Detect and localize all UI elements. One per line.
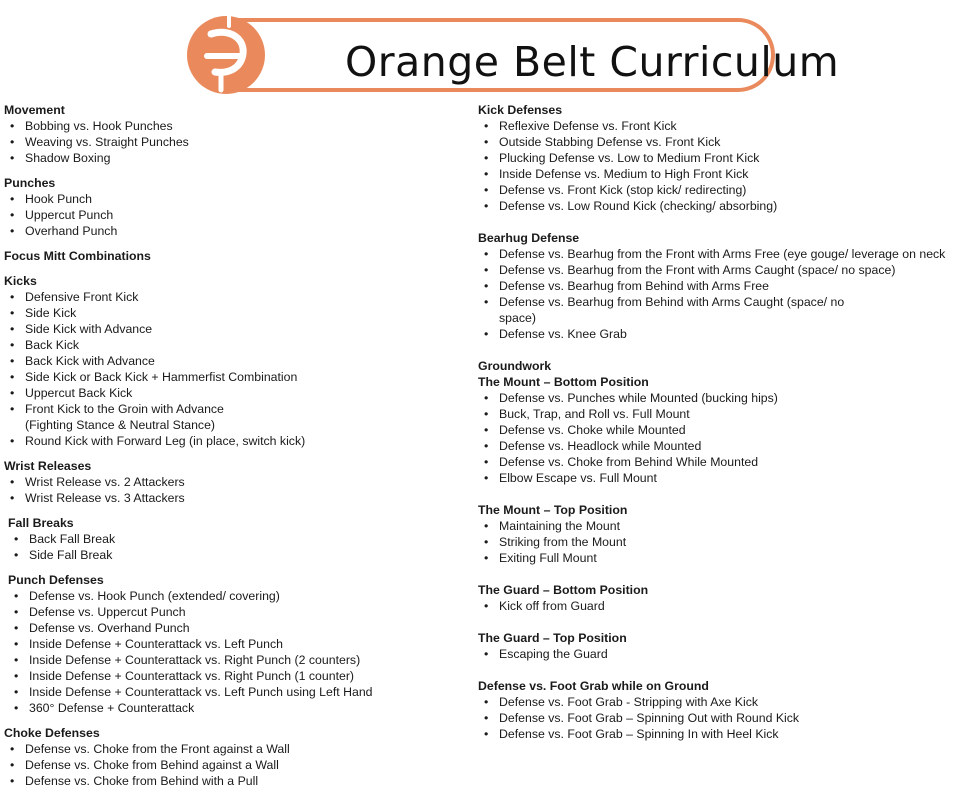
section-heading: Fall Breaks xyxy=(8,516,74,530)
section-focus-mitt xyxy=(4,248,459,264)
section-groundwork xyxy=(478,358,968,374)
list-item: • Uppercut Back Kick xyxy=(4,385,459,401)
section-heading: Choke Defenses xyxy=(4,726,100,740)
list-item-continuation: (Fighting Stance & Neutral Stance) xyxy=(25,418,216,432)
item-list xyxy=(4,289,459,449)
item-list xyxy=(478,694,968,742)
item-list xyxy=(4,118,459,166)
list-item: • Exiting Full Mount xyxy=(478,550,968,566)
section-heading: Focus Mitt Combinations xyxy=(4,249,151,263)
list-item-continuation: space) xyxy=(499,311,536,325)
list-item: • Plucking Defense vs. Low to Medium Front Kick xyxy=(478,150,968,166)
list-item: • Uppercut Punch xyxy=(4,207,459,223)
item-list xyxy=(478,246,968,342)
list-item: • Defense vs. Choke from the Front against a Wall xyxy=(4,741,459,757)
left-column xyxy=(4,102,459,789)
list-item: • Bobbing vs. Hook Punches xyxy=(4,118,459,134)
list-item: • Escaping the Guard xyxy=(478,646,968,662)
list-item: • Wrist Release vs. 3 Attackers xyxy=(4,490,459,506)
title-banner xyxy=(225,18,840,92)
item-list xyxy=(4,741,459,789)
section-heading: The Guard – Bottom Position xyxy=(478,583,649,597)
list-item: • Defense vs. Bearhug from Behind with Arms Free xyxy=(478,278,968,294)
section-guard-top xyxy=(478,630,968,662)
list-item: • Inside Defense + Counterattack vs. Right Punch (1 counter) xyxy=(8,668,459,684)
list-item: • Defense vs. Front Kick (stop kick/ redirecting) xyxy=(478,182,968,198)
section-choke-defenses xyxy=(4,725,459,789)
list-item: • Defense vs. Choke from Behind against a Wall xyxy=(4,757,459,773)
list-item: • Elbow Escape vs. Full Mount xyxy=(478,470,968,486)
list-item: • Defense vs. Overhand Punch xyxy=(8,620,459,636)
list-item: • Back Fall Break xyxy=(8,531,459,547)
list-item xyxy=(4,401,459,433)
list-item: • Shadow Boxing xyxy=(4,150,459,166)
item-list xyxy=(4,474,459,506)
section-kick-defenses xyxy=(478,102,968,214)
list-item-text: Defense vs. Bearhug from Behind with Arms Caught (space/ no xyxy=(499,295,845,309)
list-item: • Back Kick with Advance xyxy=(4,353,459,369)
list-item: • Defense vs. Punches while Mounted (bucking hips) xyxy=(478,390,968,406)
list-item: • Inside Defense + Counterattack vs. Left Punch using Left Hand xyxy=(8,684,459,700)
list-item: • Side Kick with Advance xyxy=(4,321,459,337)
section-mount-top xyxy=(478,502,968,566)
right-column xyxy=(478,102,968,742)
section-heading: Kick Defenses xyxy=(478,103,563,117)
list-item: • Wrist Release vs. 2 Attackers xyxy=(4,474,459,490)
list-item: • Buck, Trap, and Roll vs. Full Mount xyxy=(478,406,968,422)
section-kicks xyxy=(4,273,459,449)
list-item: • 360° Defense + Counterattack xyxy=(8,700,459,716)
section-punches xyxy=(4,175,459,239)
list-item: • Side Kick or Back Kick + Hammerfist Combination xyxy=(4,369,459,385)
list-item: • Maintaining the Mount xyxy=(478,518,968,534)
list-item: • Back Kick xyxy=(4,337,459,353)
item-list xyxy=(478,518,968,566)
section-wrist-releases xyxy=(4,458,459,506)
list-item: • Reflexive Defense vs. Front Kick xyxy=(478,118,968,134)
list-item: • Defense vs. Foot Grab – Spinning In with Heel Kick xyxy=(478,726,968,742)
section-heading: Wrist Releases xyxy=(4,459,92,473)
section-movement xyxy=(4,102,459,166)
list-item: • Defense vs. Choke from Behind with a Pull xyxy=(4,773,459,789)
list-item: • Outside Stabbing Defense vs. Front Kick xyxy=(478,134,968,150)
header xyxy=(185,12,840,96)
orange-circle-logo-icon xyxy=(185,12,267,96)
item-list xyxy=(478,390,968,486)
list-item: • Weaving vs. Straight Punches xyxy=(4,134,459,150)
list-item: • Defense vs. Bearhug from the Front with Arms Caught (space/ no space) xyxy=(478,262,968,278)
section-heading: Punches xyxy=(4,176,56,190)
section-heading: The Mount – Top Position xyxy=(478,503,628,517)
section-heading: Movement xyxy=(4,103,65,117)
list-item: • Defense vs. Bearhug from the Front with Arms Free (eye gouge/ leverage on neck xyxy=(478,246,968,262)
item-list xyxy=(478,646,968,662)
list-item: • Kick off from Guard xyxy=(478,598,968,614)
section-fall-breaks xyxy=(8,515,459,563)
page-title: Orange Belt Curriculum xyxy=(345,38,840,86)
list-item: • Defense vs. Knee Grab xyxy=(478,326,968,342)
item-list xyxy=(8,588,459,716)
list-item: • Round Kick with Forward Leg (in place, switch kick) xyxy=(4,433,459,449)
item-list xyxy=(8,531,459,563)
section-bearhug-defense xyxy=(478,230,968,342)
list-item: • Side Fall Break xyxy=(8,547,459,563)
list-item: • Defense vs. Choke while Mounted xyxy=(478,422,968,438)
list-item: • Defense vs. Uppercut Punch xyxy=(8,604,459,620)
list-item-text: Front Kick to the Groin with Advance xyxy=(25,402,224,416)
list-item: • Inside Defense + Counterattack vs. Left Punch xyxy=(8,636,459,652)
section-heading: The Guard – Top Position xyxy=(478,631,627,645)
section-heading: Kicks xyxy=(4,274,37,288)
section-heading: Punch Defenses xyxy=(8,573,104,587)
list-item: • Defense vs. Headlock while Mounted xyxy=(478,438,968,454)
list-item: • Inside Defense vs. Medium to High Front Kick xyxy=(478,166,968,182)
list-item xyxy=(478,294,968,326)
list-item: • Striking from the Mount xyxy=(478,534,968,550)
list-item: • Defense vs. Foot Grab - Stripping with Axe Kick xyxy=(478,694,968,710)
section-heading: Bearhug Defense xyxy=(478,231,580,245)
section-heading: Groundwork xyxy=(478,359,552,373)
list-item: • Defense vs. Foot Grab – Spinning Out with Round Kick xyxy=(478,710,968,726)
item-list xyxy=(478,598,968,614)
list-item: • Defense vs. Hook Punch (extended/ covering) xyxy=(8,588,459,604)
section-punch-defenses xyxy=(8,572,459,716)
section-heading: The Mount – Bottom Position xyxy=(478,375,649,389)
section-foot-grab-defense xyxy=(478,678,968,742)
list-item: • Overhand Punch xyxy=(4,223,459,239)
item-list xyxy=(478,118,968,214)
list-item: • Inside Defense + Counterattack vs. Right Punch (2 counters) xyxy=(8,652,459,668)
section-mount-bottom xyxy=(478,374,968,486)
list-item: • Side Kick xyxy=(4,305,459,321)
section-heading: Defense vs. Foot Grab while on Ground xyxy=(478,679,709,693)
list-item: • Hook Punch xyxy=(4,191,459,207)
item-list xyxy=(4,191,459,239)
list-item: • Defense vs. Low Round Kick (checking/ absorbing) xyxy=(478,198,968,214)
list-item: • Defense vs. Choke from Behind While Mounted xyxy=(478,454,968,470)
section-guard-bottom xyxy=(478,582,968,614)
list-item: • Defensive Front Kick xyxy=(4,289,459,305)
